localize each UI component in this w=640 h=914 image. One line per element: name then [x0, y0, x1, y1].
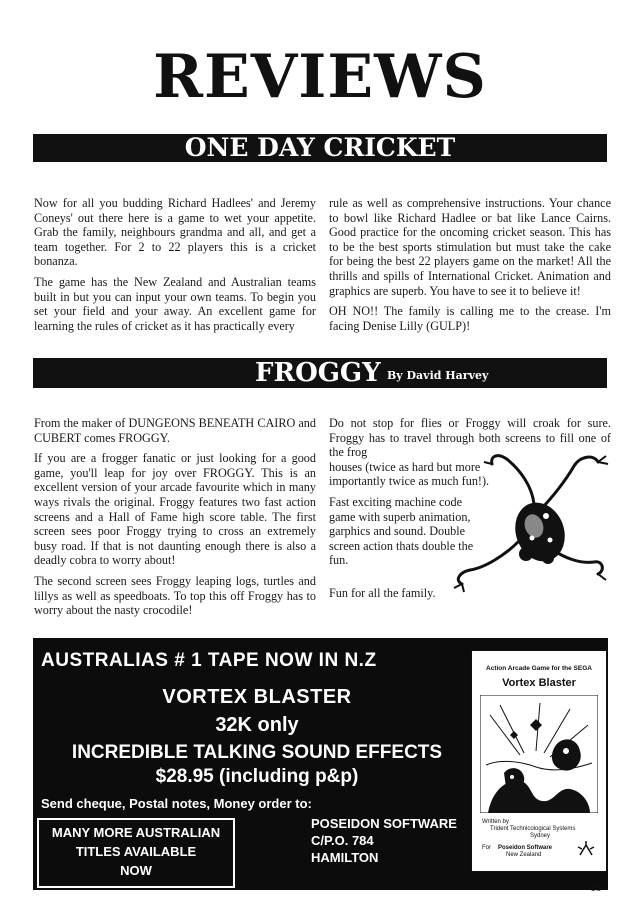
cover-title: Vortex Blaster — [502, 677, 576, 689]
cover-developer: Trident Technicological Systems — [490, 826, 576, 832]
froggy-column-left — [34, 416, 316, 624]
ad-address-line: HAMILTON — [311, 850, 379, 865]
ad-price: $28.95 (including p&p) — [155, 766, 359, 787]
froggy-paragraph: From the maker of DUNGEONS BENEATH CAIRO and CUBERT comes FROGGY. — [34, 416, 316, 445]
cover-written-by-label: Written by — [482, 819, 509, 825]
vortex-blaster-advertisement — [33, 638, 608, 890]
cricket-banner — [33, 134, 607, 162]
more-titles-box — [37, 818, 235, 888]
ad-headline: AUSTRALIAS # 1 TAPE NOW IN N.Z — [41, 650, 377, 671]
ad-address-line: POSEIDON SOFTWARE — [311, 816, 457, 831]
cover-publisher-country: New Zealand — [506, 852, 542, 858]
cover-for-label: For — [482, 845, 491, 851]
froggy-paragraph: The second screen sees Froggy leaping logs, turtles and lillys as well as speedboats. To top this off Froggy has to worry about the nasty crocodile! — [34, 573, 316, 618]
ad-product-name: VORTEX BLASTER — [162, 686, 352, 708]
froggy-paragraph: Fun for all the family. — [329, 585, 436, 600]
froggy-byline: By David Harvey — [387, 369, 489, 382]
more-titles-line: MANY MORE AUSTRALIAN — [51, 825, 221, 840]
cricket-column-right — [329, 196, 611, 339]
ad-order-instructions: Send cheque, Postal notes, Money order to: — [41, 796, 312, 811]
ad-memory-requirement: 32K only — [215, 714, 299, 736]
cricket-paragraph: OH NO!! The family is calling me to the crease. I'm facing Denise Lilly (GULP)! — [329, 304, 611, 333]
cricket-column-left — [34, 196, 316, 339]
page-number: 19 — [590, 880, 602, 894]
trident-logo-icon — [576, 841, 596, 857]
froggy-title: FROGGY — [255, 358, 381, 388]
more-titles-line: TITLES AVAILABLE — [75, 844, 197, 859]
cover-publisher: Poseidon Software — [498, 845, 553, 851]
ad-address-line: C/P.O. 784 — [311, 833, 374, 848]
game-cover-art — [471, 650, 607, 872]
froggy-paragraph: Do not stop for flies or Froggy will croak for sure. Froggy has to travel through both screens to fill one of the frog — [329, 416, 611, 460]
cover-developer-city: Sydney — [530, 833, 551, 839]
ad-sound-feature: INCREDIBLE TALKING SOUND EFFECTS — [71, 742, 443, 763]
cricket-paragraph: rule as well as comprehensive instructions. Your chance to bowl like Richard Hadlee or bat like Lance Cairns. Good practice for the oncoming cricket season. This has to be the best sports stimulation but must take the cake for being the best 22 players game on the market! All the thrills and spills of International Cricket. Animation and graphics are superb. You have to see it to believe it! — [329, 196, 611, 298]
more-titles-line: NOW — [120, 863, 152, 878]
froggy-banner — [33, 358, 607, 388]
cricket-paragraph: Now for all you budding Richard Hadlees' and Jeremy Coneys' out there here is a game to wet your appetite. Grab the family, neighbours grandma and all, and get a team together. For 2 to 22 players this is a cricket bonanza. — [34, 196, 316, 269]
cricket-title: ONE DAY CRICKET — [184, 133, 456, 162]
froggy-paragraph: If you are a frogger fanatic or just looking for a good game, you'll leap for joy over FROGGY. This is an excellent version of your arcade favourite which in many ways rivals the original. Froggy features two fast action screens and a Hall of Fame high score table. The first screen sees poor Froggy trying to cross an extremely busy road. If that is not daunting enough there is also a deadly cobra to worry about! — [34, 451, 316, 568]
cover-illustration — [480, 695, 598, 813]
cricket-paragraph: The game has the New Zealand and Australian teams built in but you can input your own teams. To begin you set your field and your away. An excellent game for learning the rules of cricket as it has practically every — [34, 274, 316, 333]
froggy-paragraph: Fast exciting machine code game with superb animation, garphics and sound. Double screen action thats double the fun. — [329, 494, 474, 568]
frog-illustration — [448, 446, 610, 596]
masthead: REVIEWS — [153, 42, 487, 112]
cover-tagline: Action Arcade Game for the SEGA — [486, 665, 592, 672]
froggy-paragraph: houses (twice as hard but more importantly twice as much fun!). — [329, 459, 490, 489]
